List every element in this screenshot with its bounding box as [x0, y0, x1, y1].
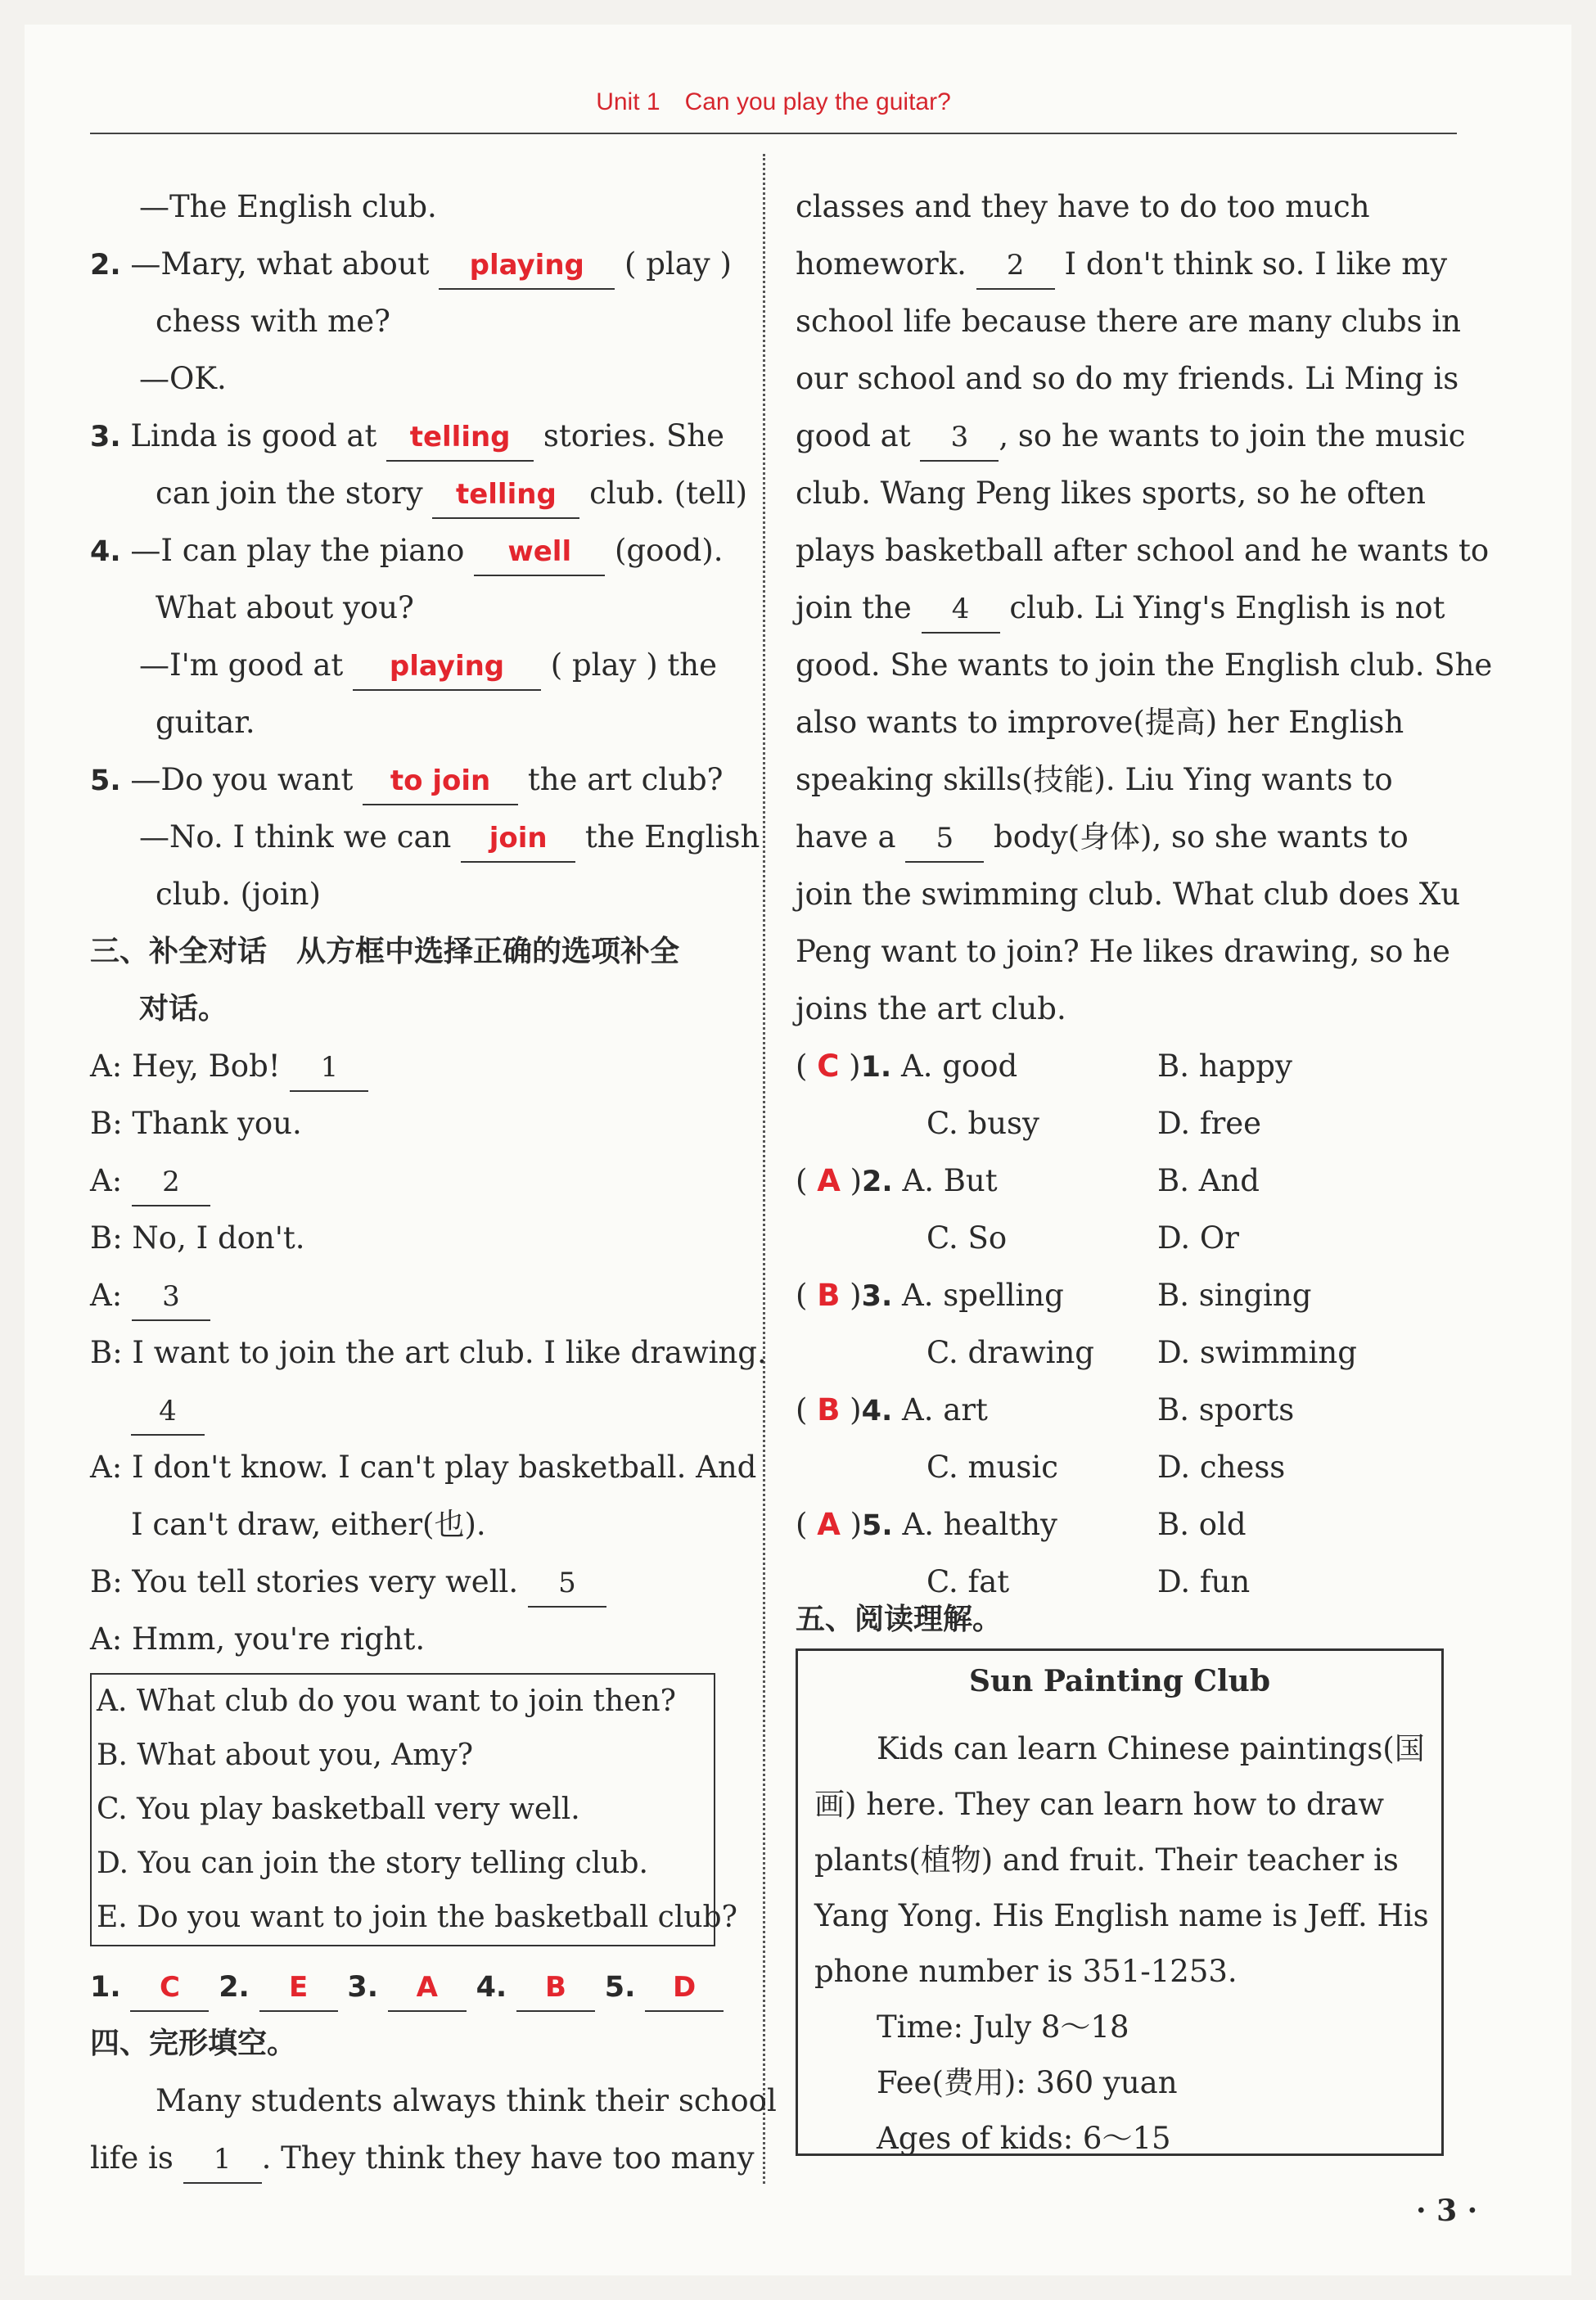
section-5-title: 五、阅读理解。: [796, 1603, 1003, 1636]
answer-blank: E: [259, 1964, 338, 2012]
choice-question-3: ( B )3. A. spelling: [796, 1278, 1064, 1313]
page-number: · 3 ·: [1416, 2194, 1478, 2228]
dialog-line: B: Thank you.: [90, 1106, 302, 1141]
choice-option: C. drawing: [926, 1335, 1094, 1370]
choice-option: C. fat: [926, 1564, 1010, 1599]
dialog-line: A: Hmm, you're right.: [90, 1621, 426, 1657]
answer-blank: C: [130, 1964, 209, 2012]
choice-option: B. happy: [1157, 1049, 1292, 1084]
blank-answer: playing: [353, 643, 541, 691]
question-3-cont: can join the story telling club. (tell): [156, 465, 747, 522]
cloze-line: good. She wants to join the English club. She: [796, 647, 1493, 683]
dialog-line: B: No, I don't.: [90, 1220, 305, 1256]
question-2-reply: —OK.: [139, 361, 227, 396]
cloze-line: classes and they have to do too much: [796, 189, 1370, 224]
question-2: 2. —Mary, what about playing ( play ): [90, 236, 732, 293]
options-box: [90, 1673, 737, 1946]
choice-option: B. And: [1157, 1163, 1260, 1198]
passage-line: plants(植物) and fruit. Their teacher is: [814, 1842, 1399, 1878]
dialog-line: A: 3: [90, 1267, 210, 1324]
blank-number: 5: [528, 1560, 606, 1608]
option-a: A. What club do you want to join then?: [97, 1684, 676, 1718]
question-5-reply: —No. I think we can join the English: [139, 809, 760, 866]
cloze-line: have a 5 body(身体), so she wants to: [796, 809, 1409, 866]
unit-label: Unit 1: [596, 88, 660, 115]
question-4-reply: —I'm good at playing ( play ) the: [139, 637, 717, 694]
section-4-title: 四、完形填空。: [90, 2027, 297, 2060]
cloze-line: homework. 2 I don't think so. I like my: [796, 236, 1447, 293]
dialog-line: B: You tell stories very well. 5: [90, 1554, 606, 1611]
choice-option: C. music: [926, 1450, 1058, 1485]
choice-question-4: ( B )4. A. art: [796, 1392, 988, 1427]
answer-blank: D: [645, 1964, 724, 2012]
question-4: 4. —I can play the piano well (good).: [90, 522, 724, 580]
blank-answer: telling: [386, 414, 534, 462]
choice-question-2: ( A )2. A. But: [796, 1163, 998, 1198]
choice-option: D. fun: [1157, 1564, 1251, 1599]
cloze-line: plays basketball after school and he wants to: [796, 533, 1490, 568]
question-5-cont: club. (join): [156, 877, 321, 912]
passage-line: 画) here. They can learn how to draw: [814, 1787, 1385, 1822]
blank-number: 4: [922, 586, 1000, 634]
passage-line: phone number is 351-1253.: [814, 1954, 1238, 1989]
column-divider: [763, 154, 765, 2184]
question-4-cont: What about you?: [156, 590, 414, 625]
answer-row: 1. C 2. E 3. A 4. B 5. D: [90, 1958, 737, 2015]
passage-fee: Fee(费用): 360 yuan: [877, 2065, 1178, 2100]
choice-option: B. old: [1157, 1507, 1247, 1542]
option-c: C. You play basketball very well.: [97, 1793, 580, 1826]
blank-number: 3: [920, 414, 999, 462]
choice-option: D. swimming: [1157, 1335, 1357, 1370]
blank-answer: telling: [432, 471, 579, 519]
blank-answer: well: [474, 529, 605, 576]
answer-blank: A: [388, 1964, 467, 2012]
option-e: E. Do you want to join the basketball club?: [97, 1901, 737, 1934]
passage-line: Yang Yong. His English name is Jeff. His: [814, 1898, 1429, 1933]
section-3-title-cont: 对话。: [139, 992, 228, 1026]
blank-number: 5: [905, 815, 984, 863]
cloze-line: Peng want to join? He likes drawing, so he: [796, 934, 1450, 969]
answer-blank: B: [516, 1964, 595, 2012]
passage-time: Time: July 8～18: [877, 2009, 1129, 2045]
dialog-line: I can't draw, either(也).: [131, 1507, 486, 1542]
cloze-line: also wants to improve(提高) her English: [796, 705, 1404, 740]
cloze-line: life is 1 . They think they have too many: [90, 2130, 755, 2187]
choice-option: C. busy: [926, 1106, 1039, 1141]
cloze-line: join the 4 club. Li Ying's English is not: [796, 580, 1445, 637]
blank-answer: join: [461, 815, 575, 863]
blank-number: 2: [132, 1159, 210, 1206]
reading-passage-box: [796, 1648, 1444, 2156]
cloze-line: good at 3 , so he wants to join the music: [796, 408, 1466, 465]
cloze-line: Many students always think their school: [156, 2083, 777, 2118]
dialog-line: A: Hey, Bob! 1: [90, 1038, 368, 1095]
question-3: 3. Linda is good at telling stories. She: [90, 408, 724, 465]
blank-number: 4: [131, 1388, 205, 1436]
question-5: 5. —Do you want to join the art club?: [90, 751, 724, 809]
blank-answer: to join: [363, 758, 518, 805]
cloze-line: join the swimming club. What club does Xu: [796, 877, 1461, 912]
dialog-line: A: I don't know. I can't play basketball. And: [90, 1450, 757, 1485]
option-d: D. You can join the story telling club.: [97, 1847, 648, 1880]
header-title: [90, 88, 1457, 116]
question-4-cont2: guitar.: [156, 705, 255, 740]
choice-question-1: ( C )1. A. good: [796, 1049, 1018, 1084]
blank-answer: playing: [439, 242, 615, 290]
cloze-line: speaking skills(技能). Liu Ying wants to: [796, 762, 1393, 797]
dialog-line: B: I want to join the art club. I like drawing.: [90, 1335, 767, 1370]
blank-number: 1: [183, 2136, 262, 2184]
cloze-line: joins the art club.: [796, 991, 1066, 1026]
cloze-line: club. Wang Peng likes sports, so he often: [796, 476, 1426, 511]
section-3-title: 三、补全对话 从方框中选择正确的选项补全: [90, 935, 680, 968]
cloze-line: our school and so do my friends. Li Ming is: [796, 361, 1459, 396]
passage-title: Sun Painting Club: [968, 1664, 1270, 1698]
choice-option: B. singing: [1157, 1278, 1312, 1313]
cloze-line: school life because there are many clubs in: [796, 304, 1462, 339]
choice-option: D. chess: [1157, 1450, 1286, 1485]
passage-line: Kids can learn Chinese paintings(国: [877, 1731, 1425, 1766]
choice-option: D. Or: [1157, 1220, 1239, 1256]
blank-number: 2: [976, 242, 1055, 290]
passage-ages: Ages of kids: 6～15: [877, 2121, 1171, 2156]
answer-line: —The English club.: [139, 189, 437, 224]
question-2-cont: chess with me?: [156, 304, 390, 339]
choice-option: C. So: [926, 1220, 1008, 1256]
blank-number: 1: [290, 1044, 368, 1092]
unit-title: Can you play the guitar?: [684, 88, 951, 115]
page-header: [90, 0, 1457, 134]
dialog-line: A: 2: [90, 1152, 210, 1210]
option-b: B. What about you, Amy?: [97, 1739, 474, 1772]
choice-option: D. free: [1157, 1106, 1262, 1141]
choice-question-5: ( A )5. A. healthy: [796, 1507, 1057, 1542]
choice-option: B. sports: [1157, 1392, 1295, 1427]
dialog-line: [131, 1382, 205, 1439]
blank-number: 3: [132, 1274, 210, 1321]
